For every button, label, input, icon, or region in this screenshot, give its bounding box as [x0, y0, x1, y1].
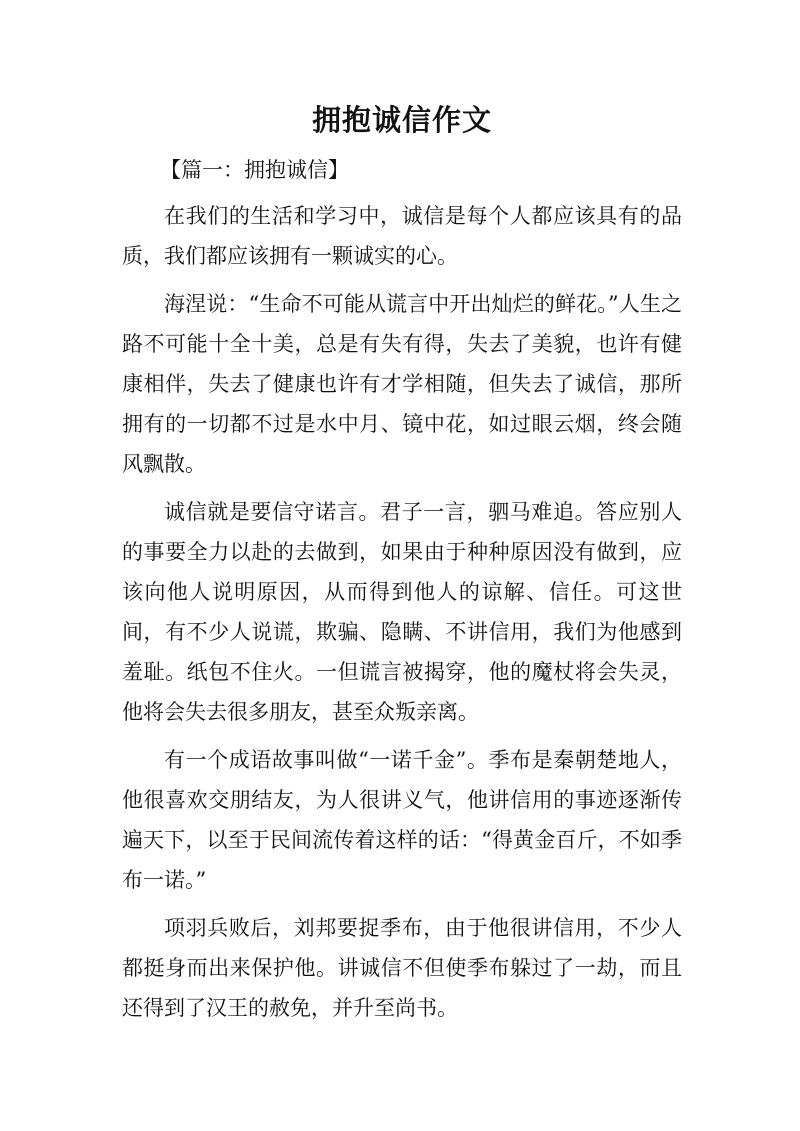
- paragraph-5: 项羽兵败后，刘邦要捉季布，由于他很讲信用，不少人都挺身而出来保护他。讲诚信不但使季布躲过了一劫，而且还得到了汉王的赦免，并升至尚书。: [122, 916, 682, 1020]
- paragraph-1: 在我们的生活和学习中，诚信是每个人都应该具有的品质，我们都应该拥有一颗诚实的心。: [122, 204, 682, 268]
- paragraph-3: 诚信就是要信守诺言。君子一言，驷马难追。答应别人的事要全力以赴的去做到，如果由于种种原因没有做到，应该向他人说明原因，从而得到他人的谅解、信任。可这世间，有不少人说谎，欺骗、隐瞒、不讲信用，我们为他感到羞耻。纸包不住火。一但谎言被揭穿，他的魔杖将会失灵，他将会失去很多朋友，甚至众叛亲离。: [122, 500, 682, 724]
- section-heading: 【篇一：拥抱诚信】: [160, 158, 349, 182]
- document-title: 拥抱诚信作文: [311, 103, 492, 137]
- paragraph-4: 有一个成语故事叫做“一诺千金”。季布是秦朝楚地人，他很喜欢交朋结友，为人很讲义气，他讲信用的事迹逐渐传遍天下，以至于民间流传着这样的话：“得黄金百斤，不如季布一诺。”: [122, 748, 682, 892]
- paragraph-2: 海涅说：“生命不可能从谎言中开出灿烂的鲜花。”人生之路不可能十全十美，总是有失有得，失去了美貌，也许有健康相伴，失去了健康也许有才学相随，但失去了诚信，那所拥有的一切都不过是水中月、镜中花，如过眼云烟，终会随风飘散。: [122, 292, 682, 476]
